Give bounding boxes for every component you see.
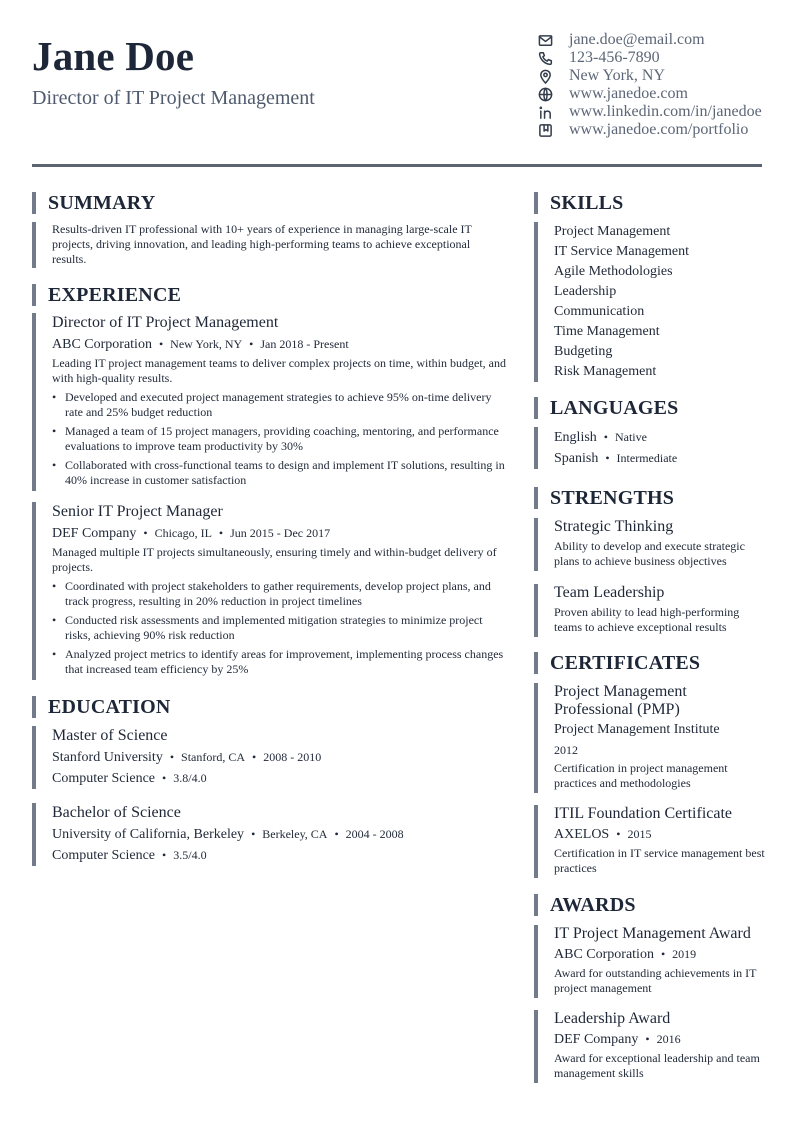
languages-list (534, 427, 766, 469)
contact-phone-text[interactable]: 123-456-7890 (569, 49, 660, 66)
separator-dot: • (605, 451, 610, 465)
education-degree: Master of Science (52, 727, 168, 744)
job-title: Senior IT Project Manager (52, 503, 223, 520)
globe-icon (537, 86, 553, 102)
education-gpa: 3.5/4.0 (173, 848, 207, 862)
resume-header (32, 30, 762, 150)
award-title: IT Project Management Award (554, 925, 751, 942)
job-dates: Jun 2015 - Dec 2017 (230, 526, 331, 540)
skill-item: Project Management (554, 224, 671, 239)
separator-dot: • (162, 848, 167, 862)
award-title: Leadership Award (554, 1010, 671, 1027)
certificate-entry (534, 683, 766, 793)
experience-entry (32, 502, 510, 680)
award-description: Award for exceptional leadership and team management skills (554, 1051, 760, 1080)
job-location: Chicago, IL (154, 526, 212, 540)
separator-dot: • (158, 337, 164, 351)
job-bullets (52, 390, 510, 488)
job-description: Leading IT project management teams to deliver complex projects on time, within budget, and with high-quality results. (52, 356, 506, 385)
education-field: Computer Science (52, 848, 156, 863)
education-field: Computer Science (52, 771, 156, 786)
education-school: University of California, Berkeley (52, 827, 245, 842)
language-name: English (554, 430, 597, 445)
job-description: Managed multiple IT projects simultaneously, ensuring timely and within-budget delivery of projects. (52, 545, 497, 574)
language-level: Native (614, 430, 647, 444)
skill-item: Leadership (554, 284, 617, 299)
award-meta (554, 1029, 766, 1050)
candidate-title: Director of IT Project Management (32, 87, 315, 109)
certificate-description: Certification in IT service management best practices (554, 846, 765, 875)
contact-linkedin[interactable] (537, 103, 777, 121)
education-school: Stanford University (52, 750, 163, 765)
language-item (554, 448, 766, 469)
location-icon (537, 68, 553, 84)
header-divider (32, 164, 762, 167)
skill-item: Budgeting (554, 344, 613, 359)
candidate-name: Jane Doe (32, 33, 195, 79)
summary-text: Results-driven IT professional with 10+ years of experience in managing large-scale IT projects, driving innovation, and leading high-performing teams to achieve exceptional results. (52, 222, 472, 266)
education-location: Berkeley, CA (262, 827, 328, 841)
skill-item: Agile Methodologies (554, 264, 673, 279)
award-year: 2019 (672, 947, 697, 961)
separator-dot: • (249, 337, 254, 351)
education-entry (32, 803, 510, 866)
contact-website[interactable] (537, 85, 777, 103)
award-issuer: ABC Corporation (554, 947, 654, 962)
strength-title: Strategic Thinking (554, 518, 674, 535)
award-entry (534, 1010, 766, 1083)
job-bullet: • Developed and executed project management strategies to achieve 95% on-time delivery rate and 25% budget reduction (52, 390, 510, 420)
skill-item: Risk Management (554, 364, 657, 379)
certificate-issuer: AXELOS (554, 827, 610, 842)
left-column (32, 192, 510, 866)
experience-entry (32, 313, 510, 491)
job-bullet: • Managed a team of 15 project managers, providing coaching, mentoring, and performance evaluations to improve team productivity by 30% (52, 424, 510, 454)
job-bullet: • Conducted risk assessments and implemented mitigation strategies to minimize project risks, achieving 90% risk reduction (52, 613, 510, 643)
job-bullets (52, 579, 510, 677)
job-location: New York, NY (170, 337, 243, 351)
education-field-line (52, 768, 510, 789)
separator-dot: • (660, 947, 666, 961)
certificate-entry (534, 805, 766, 878)
languages-heading: LANGUAGES (534, 397, 766, 419)
certificate-description: Certification in project management practices and methodologies (554, 761, 728, 790)
job-company: ABC Corporation (52, 337, 152, 352)
job-bullet: • Coordinated with project stakeholders to gather requirements, develop project plans, and track progress, resulting in 20% reduction in project timelines (52, 579, 510, 609)
education-dates: 2008 - 2010 (263, 750, 322, 764)
education-heading: EDUCATION (32, 696, 510, 718)
education-dates: 2004 - 2008 (345, 827, 404, 841)
job-meta (52, 334, 510, 355)
award-issuer: DEF Company (554, 1032, 639, 1047)
experience-heading: EXPERIENCE (32, 284, 510, 306)
mail-icon (537, 32, 553, 48)
contact-email[interactable] (537, 31, 777, 49)
separator-dot: • (252, 750, 257, 764)
certificate-title: ITIL Foundation Certificate (554, 805, 733, 822)
skills-heading: SKILLS (534, 192, 766, 214)
education-entry (32, 726, 510, 789)
strength-description: Proven ability to lead high-performing teams to achieve exceptional results (554, 605, 740, 634)
award-entry (534, 925, 766, 998)
language-item (554, 427, 766, 448)
separator-dot: • (169, 750, 175, 764)
strength-entry (534, 584, 766, 637)
contact-location-text: New York, NY (569, 67, 666, 84)
phone-icon (537, 50, 553, 66)
skill-item: Communication (554, 304, 645, 319)
separator-dot: • (251, 827, 256, 841)
certificate-meta (554, 824, 766, 845)
education-field-line (52, 845, 510, 866)
strengths-heading: STRENGTHS (534, 487, 766, 509)
language-name: Spanish (554, 451, 599, 466)
certificates-heading: CERTIFICATES (534, 652, 766, 674)
awards-heading: AWARDS (534, 894, 766, 916)
skill-item: IT Service Management (554, 244, 690, 259)
job-meta (52, 523, 510, 544)
summary-section (32, 222, 510, 268)
award-description: Award for outstanding achievements in IT project management (554, 966, 757, 995)
right-column (534, 192, 766, 1083)
certificate-year: 2012 (554, 743, 578, 757)
job-dates: Jan 2018 - Present (260, 337, 349, 351)
separator-dot: • (218, 526, 224, 540)
separator-dot: • (334, 827, 339, 841)
contact-portfolio-text[interactable]: www.janedoe.com/portfolio (569, 121, 749, 138)
education-location: Stanford, CA (181, 750, 246, 764)
language-level: Intermediate (616, 451, 678, 465)
contact-website-text[interactable]: www.janedoe.com (569, 85, 688, 102)
award-meta (554, 944, 766, 965)
contact-list (537, 31, 777, 139)
separator-dot: • (645, 1032, 650, 1046)
job-company: DEF Company (52, 526, 137, 541)
summary-heading: SUMMARY (32, 192, 510, 214)
strength-entry (534, 518, 766, 571)
job-bullet: • Analyzed project metrics to identify areas for improvement, implementing process changes that increased team efficiency by 25% (52, 647, 510, 677)
job-title: Director of IT Project Management (52, 314, 279, 331)
education-gpa: 3.8/4.0 (173, 771, 207, 785)
contact-phone[interactable] (537, 49, 777, 67)
skill-item: Time Management (554, 324, 660, 339)
certificate-year: 2015 (627, 827, 652, 841)
separator-dot: • (603, 430, 608, 444)
education-degree: Bachelor of Science (52, 804, 181, 821)
contact-portfolio[interactable] (537, 121, 777, 139)
certificate-issuer: Project Management Institute (554, 722, 720, 737)
skills-list (534, 222, 766, 382)
education-meta (52, 747, 510, 768)
contact-linkedin-text[interactable]: www.linkedin.com/in/janedoe (569, 103, 762, 120)
separator-dot: • (616, 827, 621, 841)
portfolio-icon (537, 122, 553, 138)
job-bullet: • Collaborated with cross-functional teams to design and implement IT solutions, resulting in 40% increase in customer satisfaction (52, 458, 510, 488)
contact-location (537, 67, 777, 85)
contact-email-text[interactable]: jane.doe@email.com (569, 31, 705, 48)
certificate-title: Project Management Professional (PMP) (554, 683, 687, 718)
separator-dot: • (162, 771, 167, 785)
strength-description: Ability to develop and execute strategic plans to achieve business objectives (554, 539, 745, 568)
award-year: 2016 (656, 1032, 681, 1046)
separator-dot: • (143, 526, 148, 540)
strength-title: Team Leadership (554, 584, 665, 601)
education-meta (52, 824, 510, 845)
linkedin-icon (537, 104, 553, 120)
